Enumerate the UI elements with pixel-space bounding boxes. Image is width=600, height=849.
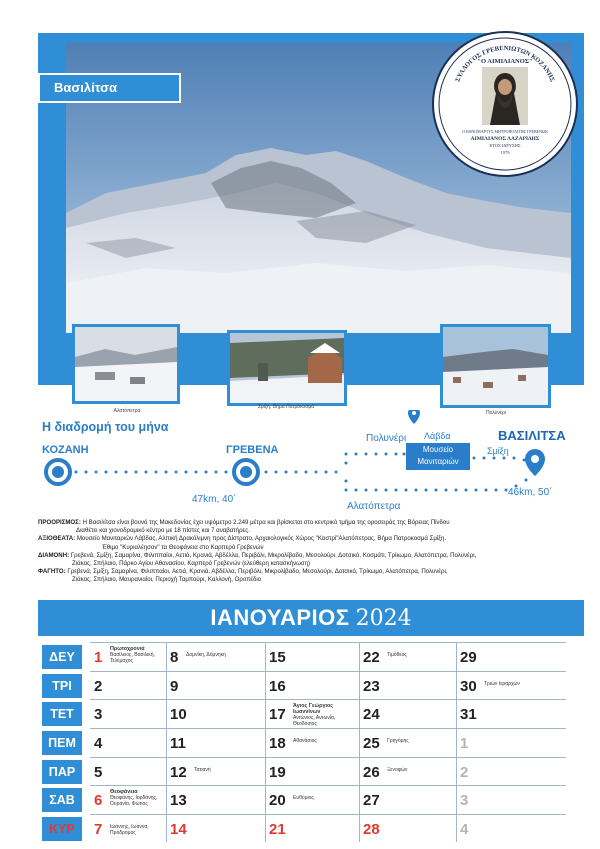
- day-number: 20: [269, 792, 286, 810]
- day-name-label: ΤΕΤ: [42, 702, 82, 726]
- location-title: Βασιλίτσα: [38, 73, 181, 103]
- day-note: [387, 767, 454, 773]
- nameday-text: Δομνίκη, Δόμνηκη: [186, 652, 226, 658]
- day-number: 21: [269, 821, 286, 839]
- calendar-day-cell: [166, 642, 265, 671]
- calendar-day-cell: [456, 814, 566, 843]
- route-dots-vertical: [345, 462, 348, 483]
- calendar-day-cell: [265, 699, 359, 728]
- calendar-day-cell: [265, 814, 359, 843]
- info-sights: ΑΞΙΟΘΕΑΤΑ: Μουσείο Μανιταριών Λάβδας, Αλπική Δρακόλιμνη προς Δίστρατο, Αρχαιολογικός Χώρος "Καστρί"Αλατόπετρας, Βήμα Πατροκοσμά Σμίξη.: [38, 535, 447, 543]
- day-number: 18: [269, 735, 286, 753]
- day-number: 2: [94, 677, 103, 695]
- day-number: 3: [460, 792, 469, 810]
- seal-line2: ΑΙΜΙΛΙΑΝΟΣ ΛΑΖΑΡΙΔΗΣ: [470, 136, 540, 142]
- day-number: 29: [460, 649, 477, 666]
- calendar-day-cell: [166, 785, 265, 814]
- nameday-text: Βασίλειος, Βασιλική, Τελέμαχος: [110, 652, 155, 664]
- nameday-text: Ιωάννης, Ιωάννα, Πρόδρομος: [110, 824, 149, 837]
- seal-name: "Ο ΑΙΜΙΛΙΑΝΟΣ": [477, 58, 533, 65]
- day-note: [293, 795, 357, 801]
- lavda-pin-icon: [408, 410, 420, 424]
- day-number: 26: [363, 763, 380, 781]
- info-destination-2: Διαθέτει και χιονοδρομικό κέντρο με 18 πίστες και 7 αναβατήρες.: [76, 527, 250, 535]
- thumb-caption-3: Πολυνέρι: [485, 410, 507, 416]
- calendar-day-cell: [90, 642, 166, 671]
- calendar-day-cell: [456, 785, 566, 814]
- day-note: [387, 738, 454, 744]
- day-number: 1: [94, 649, 103, 666]
- thumb-caption-1: Αλατόπετρα: [113, 408, 141, 414]
- holiday-title: Πρωτοχρονιά: [110, 646, 145, 652]
- calendar-day-cell: [90, 814, 166, 843]
- route-museum-label: Μουσείο Μανιταριών: [406, 443, 470, 470]
- thumb-polyneri: [440, 324, 551, 408]
- calendar-day-cell: [456, 757, 566, 786]
- holiday-title: Άγιος Γεώργιος Ιωαννίνων: [293, 703, 334, 716]
- route-dots-main: [75, 471, 338, 474]
- day-number: 23: [363, 677, 380, 695]
- calendar-day-cell: [166, 728, 265, 757]
- seal-line1: Ο ΕΘΝΟΜΑΡΤΥΣ ΜΗΤΡΟΠΟΛΙΤΗΣ ΓΡΕΒΕΝΩΝ: [462, 129, 548, 134]
- calendar-day-cell: [265, 642, 359, 671]
- day-number: 17: [269, 706, 286, 724]
- route-kozani: ΚΟΖΑΝΗ: [42, 444, 89, 456]
- info-sights-2: Έθιμο "Κυριαλέησον" τα Θεοφάνεια στο Καρπερό Γρεβενών: [102, 543, 264, 551]
- route-dots-lower: [345, 479, 528, 492]
- day-name-label: ΔΕΥ: [42, 645, 82, 669]
- nameday-text: Τιμόθεος: [387, 652, 407, 658]
- day-name-label: ΠΕΜ: [42, 731, 82, 755]
- calendar-day-cell: [166, 699, 265, 728]
- day-note: [194, 767, 263, 773]
- calendar-day-cell: [359, 785, 456, 814]
- calendar-day-cell: [90, 699, 166, 728]
- holiday-title: Θεοφάνεια: [110, 789, 138, 796]
- info-destination: ΠΡΟΟΡΙΣΜΟΣ: Η Βασιλίτσα είναι βουνό της Μακεδονίας έχει υψόμετρο 2.249 μέτρα και βρίσκεται στο κεντρικό τμήμα της οροσειράς της Βόρειας Πίνδου: [38, 519, 450, 526]
- day-number: 7: [94, 821, 103, 839]
- calendar-day-cell: [166, 757, 265, 786]
- grevena-marker-icon: [234, 460, 258, 484]
- seal-line3: ΕΤΟΣ ΙΔΡΥΣΗΣ: [489, 143, 521, 148]
- nameday-text: Αντώνιος, Αντωνία, Θεοδόσιος: [293, 715, 336, 728]
- route-alatopetra: Αλατόπετρα: [347, 501, 401, 512]
- thumb-smixi: [227, 330, 347, 406]
- calendar-day-cell: [265, 728, 359, 757]
- calendar-day-cell: [265, 671, 359, 700]
- calendar-day-cell: [90, 785, 166, 814]
- route-km-2: 46km, 50΄: [508, 487, 553, 498]
- nameday-text: Τατιανή: [194, 766, 211, 773]
- nameday-text: Ευθύμιος: [293, 795, 314, 802]
- calendar-day-cell: [359, 757, 456, 786]
- day-note: [186, 652, 263, 658]
- calendar-week-row: [38, 642, 584, 671]
- nameday-text: Αθανάσιος: [293, 738, 317, 745]
- day-number: 4: [94, 735, 103, 753]
- nameday-text: Θεοφάνης, Ιορδάνης, Ουρανία, Φώτιος: [110, 795, 158, 808]
- day-number: 11: [170, 735, 186, 753]
- info-food-2: Ζιάκας, Σπήλαιο, Μαυρανιαίοι, Περιοχή Ταμπούρι, Καλλονή, Οροπέδιο: [72, 576, 262, 584]
- nameday-text: Γρηγόρης: [387, 738, 409, 745]
- day-number: 4: [460, 821, 469, 839]
- day-name-label: ΤΡΙ: [42, 674, 82, 698]
- thumb-alatopetra: [72, 324, 180, 404]
- day-note: [387, 652, 454, 658]
- association-seal: [432, 31, 578, 177]
- calendar-day-cell: [265, 785, 359, 814]
- calendar-week-row: [38, 728, 584, 757]
- day-number: 14: [170, 821, 187, 839]
- info-block: [38, 519, 568, 585]
- kozani-marker-icon: [46, 460, 70, 484]
- calendar-day-cell: [456, 671, 566, 700]
- calendar-day-cell: [456, 728, 566, 757]
- month-year: 2024: [355, 606, 412, 631]
- calendar-day-cell: [359, 642, 456, 671]
- vasilitsa-pin-icon: [525, 449, 545, 476]
- calendar-day-cell: [166, 814, 265, 843]
- day-note: [293, 703, 357, 727]
- route-title: Η διαδρομή του μήνα: [42, 420, 169, 434]
- day-number: 27: [363, 792, 380, 810]
- calendar-week-row: [38, 785, 584, 814]
- day-number: 31: [460, 706, 477, 724]
- day-note: [293, 738, 357, 744]
- day-note: [110, 789, 164, 807]
- nameday-text: Ξενοφών: [387, 766, 408, 773]
- day-number: 28: [363, 821, 380, 839]
- day-number: 2: [460, 763, 469, 781]
- calendar-day-cell: [359, 671, 456, 700]
- calendar-day-cell: [359, 699, 456, 728]
- day-number: 5: [94, 763, 103, 781]
- day-number: 10: [170, 706, 187, 724]
- calendar-day-cell: [90, 671, 166, 700]
- route-smixi: Σμίξη: [487, 446, 509, 456]
- info-stay-2: Ζιάκας, Σπήλαιο, Πάρκο Αγίου Αθανασίου, Καρπερό Γρεβενών (ελεύθερη κατασκήνωση): [72, 560, 311, 568]
- info-food: ΦΑΓΗΤΟ: Γρεβενά, Σμίξη, Σαμαρίνα, Φιλιππαίοι, Αετιά, Κρανιά, Αβδέλλα, Περιβόλι, Μικρολίβαδο, Μεσολούρι, Δοτσικό, Τρίκωμο, Αλατόπετρα, Πολυνέρι,: [38, 568, 448, 576]
- calendar-day-cell: [359, 728, 456, 757]
- month-header: [38, 600, 584, 636]
- month-name: ΙΑΝΟΥΑΡΙΟΣ: [210, 605, 350, 630]
- thumb-caption-2: Σμίξη, Βήμα Πατροκοσμά: [257, 404, 315, 410]
- day-number: 12: [170, 763, 187, 781]
- day-number: 30: [460, 677, 477, 695]
- day-name-label: ΣΑΒ: [42, 788, 82, 812]
- calendar-day-cell: [359, 814, 456, 843]
- calendar-week-row: [38, 814, 584, 843]
- day-number: 1: [460, 735, 469, 753]
- day-number: 15: [269, 649, 286, 666]
- calendar-day-cell: [456, 699, 566, 728]
- route-polyneri: Πολυνέρι: [366, 433, 407, 444]
- calendar-week-row: [38, 699, 584, 728]
- day-number: 6: [94, 792, 103, 810]
- calendar-day-cell: [166, 671, 265, 700]
- day-number: 22: [363, 649, 380, 666]
- route-grevena: ΓΡΕΒΕΝΑ: [226, 444, 279, 456]
- day-number: 3: [94, 706, 103, 724]
- calendar-day-cell: [265, 757, 359, 786]
- calendar-week-row: [38, 757, 584, 786]
- info-stay: ΔΙΑΜΟΝΗ: Γρεβενά, Σμίξη, Σαμαρίνα, Φιλιππαίοι, Αετιά, Κρανιά, Αβδέλλα, Περιβόλι, Μικρολίβαδο, Μεσολούρι, Δοτσικό, Κοσμάτι, Τρίκωμο, Αλατόπετρα, Πολυνέρι,: [38, 551, 477, 559]
- day-note: [484, 681, 564, 687]
- calendar-day-cell: [90, 728, 166, 757]
- day-note: [110, 824, 164, 836]
- calendar-day-cell: [456, 642, 566, 671]
- day-number: 9: [170, 677, 179, 695]
- seal-top-text: ΣΥΛΛΟΓΟΣ ΓΡΕΒΕΝΙΩΤΩΝ ΚΟΖΑΝΗΣ: [454, 44, 556, 83]
- day-name-label: ΠΑΡ: [42, 760, 82, 784]
- calendar-week-row: [38, 671, 584, 700]
- seal-year: 1979: [500, 150, 510, 155]
- day-note: [110, 646, 164, 664]
- route-km-1: 47km, 40΄: [192, 494, 237, 505]
- day-name-label: ΚΥΡ: [42, 817, 82, 841]
- day-number: 8: [170, 649, 179, 666]
- calendar-day-cell: [90, 757, 166, 786]
- day-number: 24: [363, 706, 380, 724]
- route-vasilitsa: ΒΑΣΙΛΙΤΣΑ: [498, 428, 566, 443]
- route-lavda: Λάβδα: [424, 431, 451, 441]
- route-map: [0, 410, 600, 520]
- day-number: 13: [170, 792, 187, 810]
- day-number: 19: [269, 763, 286, 781]
- day-number: 16: [269, 677, 286, 695]
- nameday-text: Τριών Ιεραρχών: [484, 680, 520, 687]
- day-number: 25: [363, 735, 380, 753]
- calendar-grid: [38, 642, 584, 843]
